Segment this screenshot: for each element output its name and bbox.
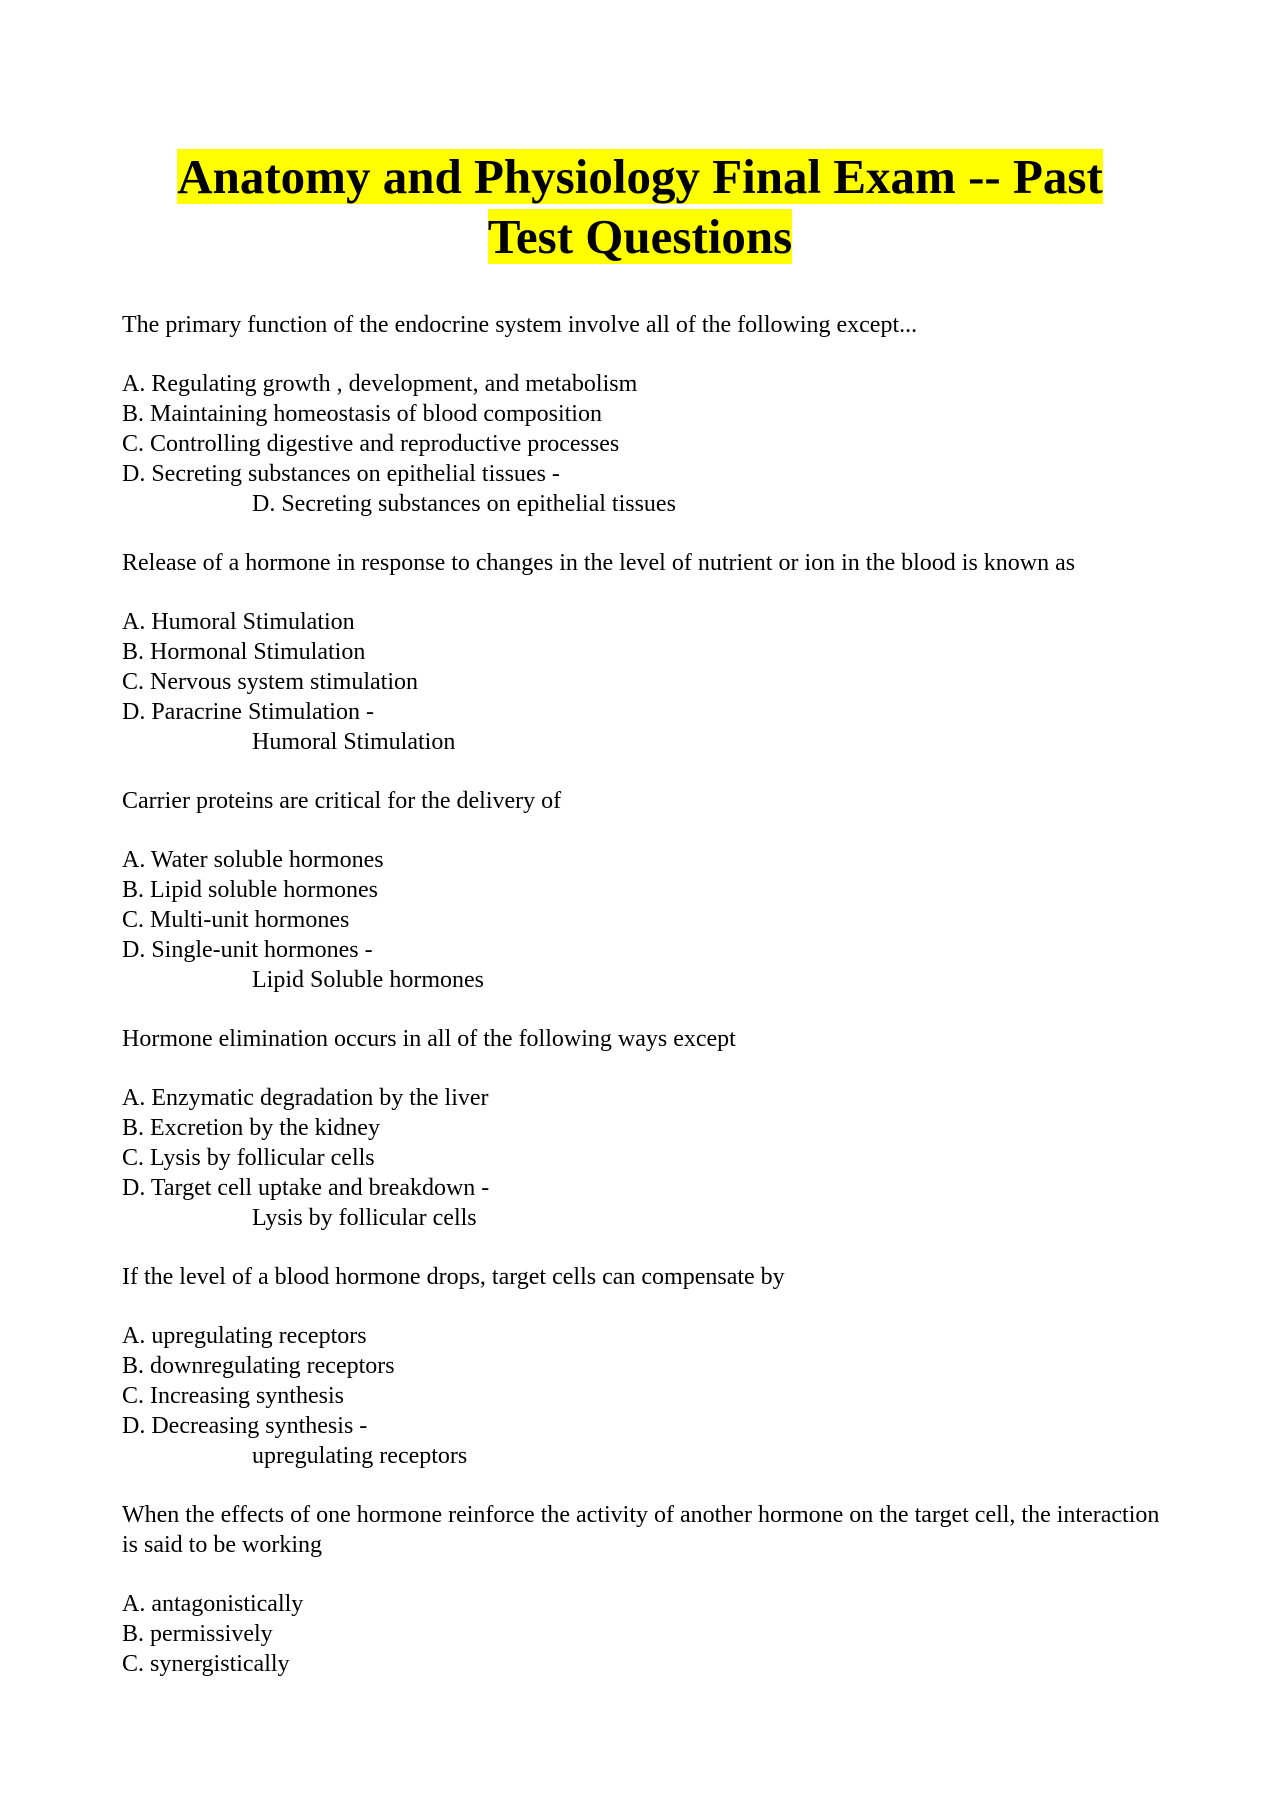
question-item	[122, 786, 1172, 995]
answer-option: A. Regulating growth , development, and metabolism	[122, 371, 638, 397]
answer-option: B. permissively	[122, 1621, 273, 1647]
answer-option: C. Nervous system stimulation	[122, 669, 418, 695]
answer-option: A. Water soluble hormones	[122, 847, 384, 873]
question-text: Carrier proteins are critical for the delivery of	[122, 788, 562, 814]
question-item	[122, 548, 1172, 757]
answer-option: B. Hormonal Stimulation	[122, 639, 366, 665]
correct-answer: Humoral Stimulation	[252, 729, 456, 755]
answer-option: D. Decreasing synthesis -	[122, 1413, 368, 1439]
question-item	[122, 1500, 1172, 1679]
question-text: If the level of a blood hormone drops, target cells can compensate by	[122, 1264, 785, 1290]
question-text: Release of a hormone in response to changes in the level of nutrient or ion in the blood is known as	[122, 550, 1076, 576]
answer-option: A. Humoral Stimulation	[122, 609, 355, 635]
document-title	[130, 147, 1150, 267]
correct-answer: upregulating receptors	[252, 1443, 468, 1469]
answer-option: B. Lipid soluble hormones	[122, 877, 378, 903]
answer-option: D. Paracrine Stimulation -	[122, 699, 374, 725]
question-item	[122, 310, 1172, 519]
answer-option: C. Controlling digestive and reproductive processes	[122, 431, 620, 457]
answer-option: A. antagonistically	[122, 1591, 304, 1617]
answer-option: C. Lysis by follicular cells	[122, 1145, 375, 1171]
answer-option: C. Multi-unit hormones	[122, 907, 350, 933]
question-text: When the effects of one hormone reinforce the activity of another hormone on the target cell, the interaction is said to be working	[122, 1502, 1160, 1558]
correct-answer: Lipid Soluble hormones	[252, 967, 484, 993]
correct-answer: D. Secreting substances on epithelial tissues	[252, 491, 676, 517]
answer-option: D. Target cell uptake and breakdown -	[122, 1175, 490, 1201]
question-text: The primary function of the endocrine system involve all of the following except...	[122, 312, 918, 338]
answer-option: D. Secreting substances on epithelial tissues -	[122, 461, 560, 487]
answer-option: A. upregulating receptors	[122, 1323, 367, 1349]
correct-answer: Lysis by follicular cells	[252, 1205, 477, 1231]
question-item	[122, 1024, 1172, 1233]
answer-option: B. Excretion by the kidney	[122, 1115, 380, 1141]
answer-option: A. Enzymatic degradation by the liver	[122, 1085, 489, 1111]
question-text: Hormone elimination occurs in all of the following ways except	[122, 1026, 736, 1052]
title-highlight: Anatomy and Physiology Final Exam -- Past Test Questions	[177, 149, 1103, 264]
answer-option: B. downregulating receptors	[122, 1353, 395, 1379]
question-item	[122, 1262, 1172, 1471]
answer-option: D. Single-unit hormones -	[122, 937, 373, 963]
question-list	[122, 310, 1172, 1708]
answer-option: C. synergistically	[122, 1651, 290, 1677]
answer-option: B. Maintaining homeostasis of blood composition	[122, 401, 602, 427]
answer-option: C. Increasing synthesis	[122, 1383, 344, 1409]
